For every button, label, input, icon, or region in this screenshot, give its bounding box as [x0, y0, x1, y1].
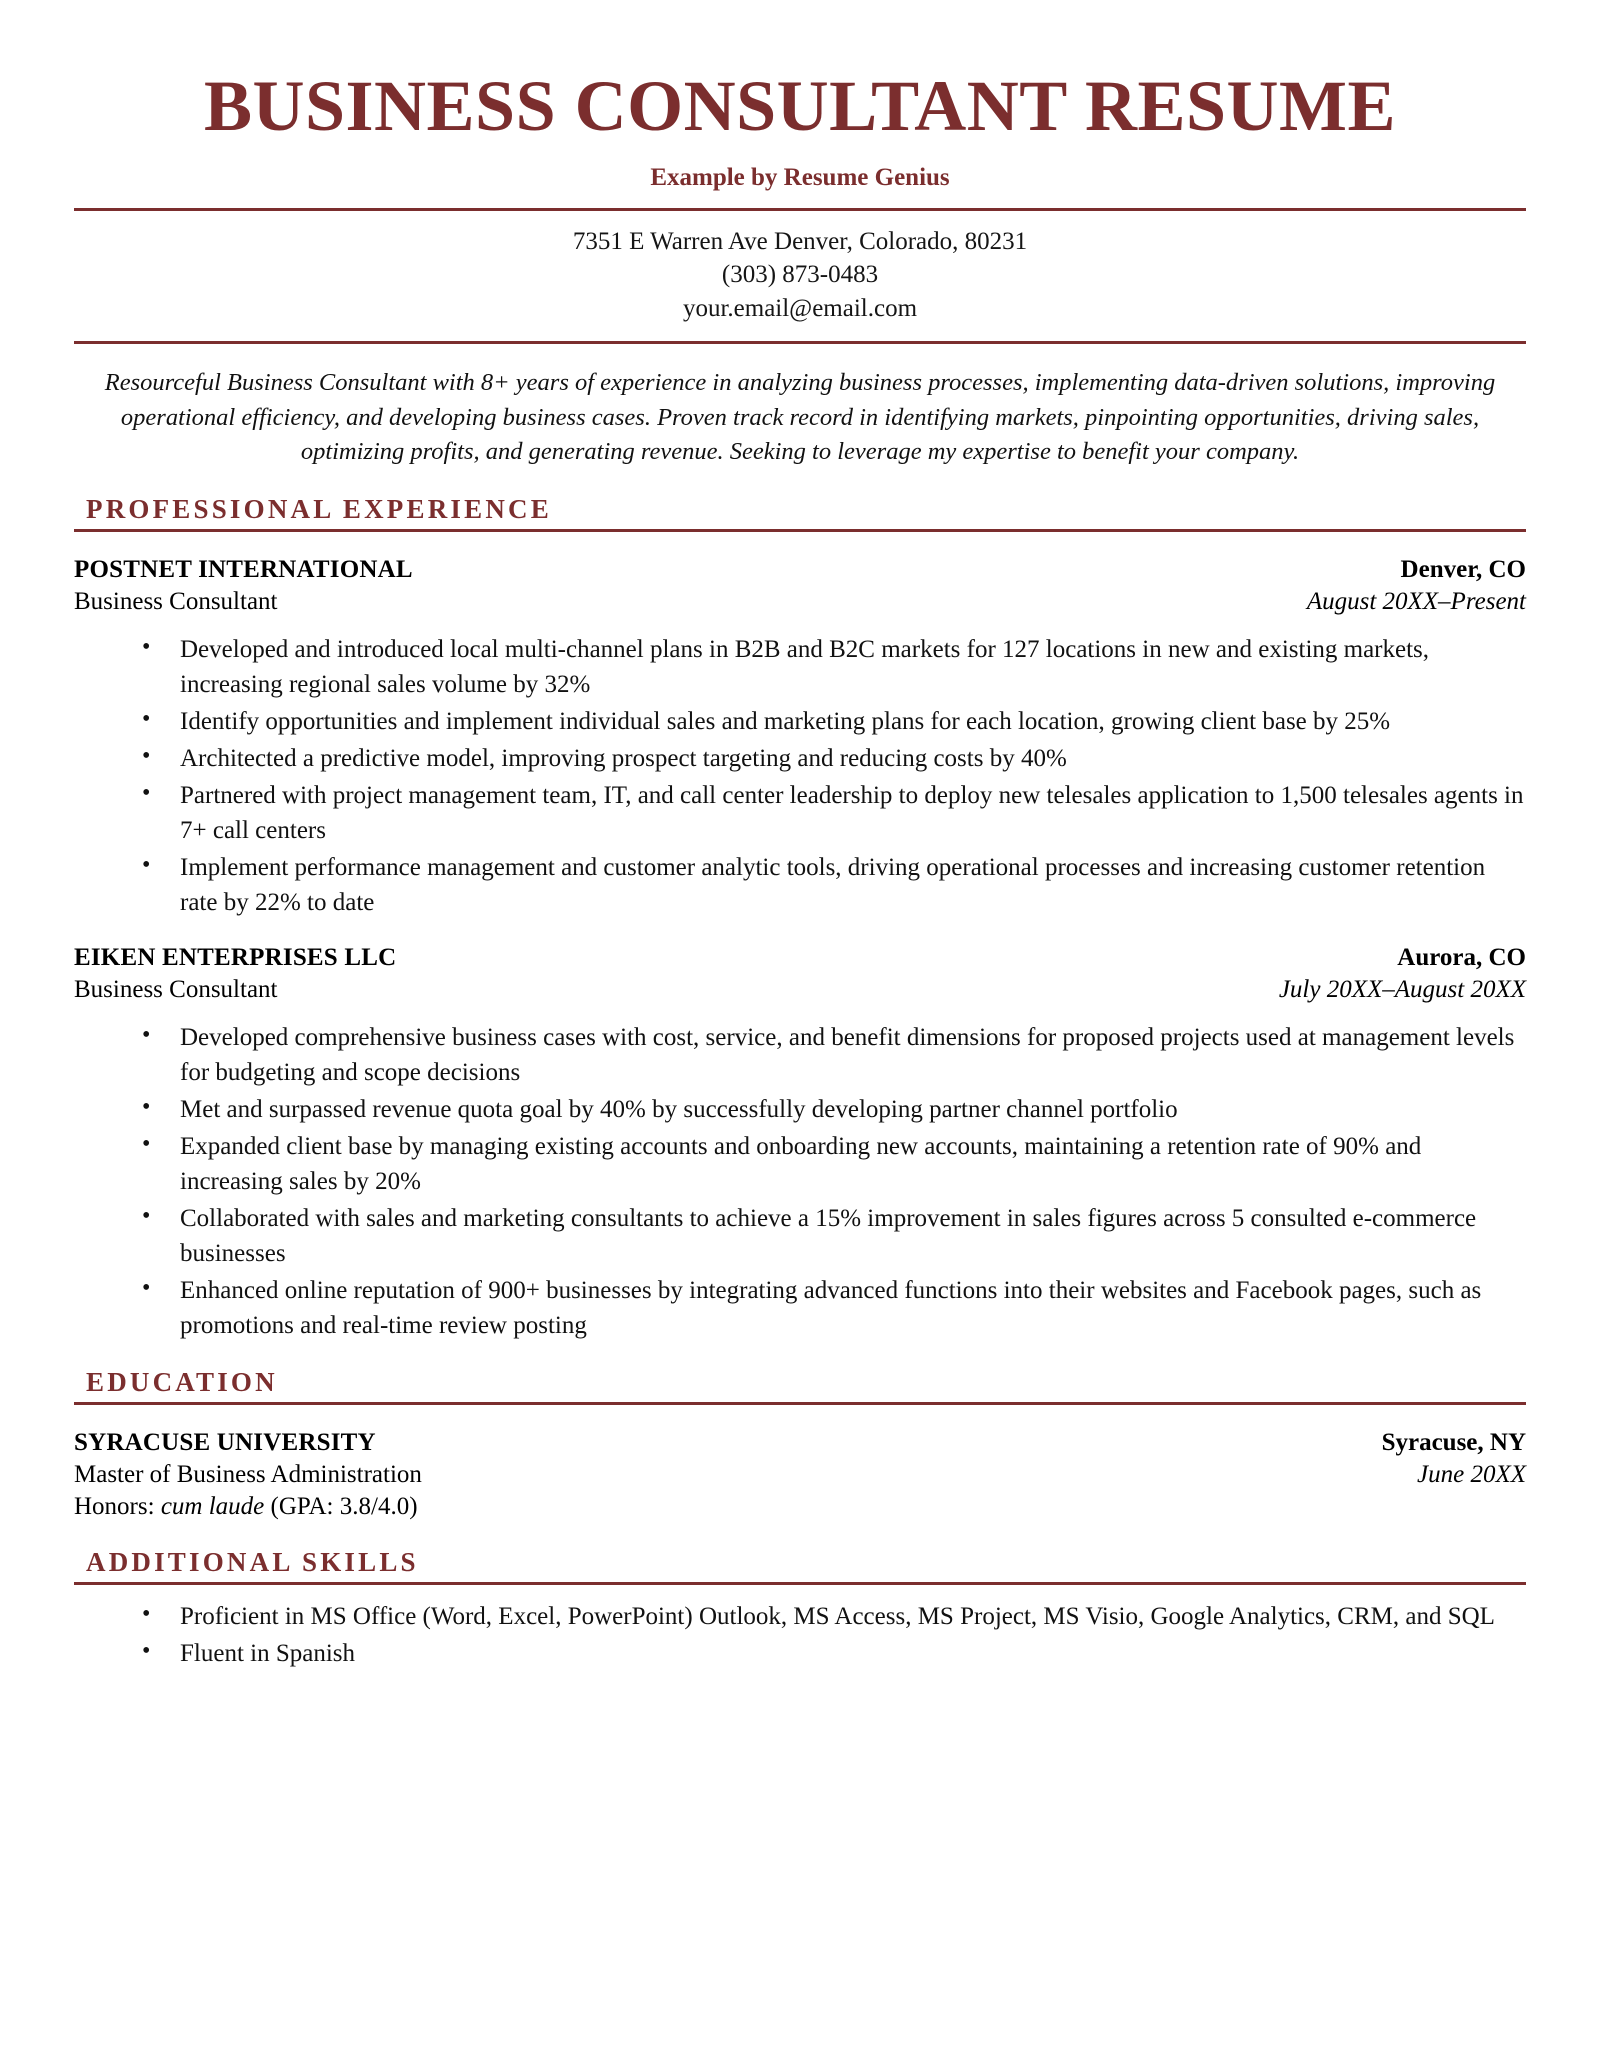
experience-entry — [74, 942, 1526, 1343]
contact-address: 7351 E Warren Ave Denver, Colorado, 80231 — [572, 228, 1028, 255]
list-item: • Partnered with project management team, IT, and call center leadership to deploy new telesales application to 1,500 telesales agents in 7+ call centers — [142, 778, 1526, 848]
experience-entry-header — [74, 942, 1526, 974]
list-item: • Fluent in Spanish — [142, 1636, 1526, 1671]
experience-entry — [74, 554, 1526, 920]
list-item: • Collaborated with sales and marketing consultants to achieve a 15% improvement in sales figures across 5 consulted e-commerce businesses — [142, 1201, 1526, 1271]
resume-subtitle: Example by Resume Genius — [650, 164, 950, 191]
graduation-date: June 20XX — [1417, 1461, 1526, 1489]
employer-name: EIKEN ENTERPRISES LLC — [74, 944, 397, 972]
list-item: • Expanded client base by managing existing accounts and onboarding new accounts, maintaining a retention rate of 90% and increasing sales by 20% — [142, 1129, 1526, 1199]
contact-email: your.email@email.com — [682, 294, 918, 322]
header-divider-bottom — [74, 341, 1526, 344]
section-professional-experience — [74, 494, 1526, 1343]
education-entry — [74, 1427, 1526, 1523]
school-location: Syracuse, NY — [1381, 1429, 1526, 1457]
education-entry-subheader — [74, 1459, 1526, 1491]
experience-bullet-list — [74, 1020, 1526, 1343]
experience-bullet-list — [74, 632, 1526, 920]
page-title: BUSINESS CONSULTANT RESUME — [203, 66, 1397, 146]
job-dates: August 20XX–Present — [1306, 588, 1526, 616]
honors-gpa: (GPA: 3.8/4.0) — [270, 1493, 418, 1521]
list-item: • Proficient in MS Office (Word, Excel, PowerPoint) Outlook, MS Access, MS Project, MS Visio, Google Analytics, CRM, and SQL — [142, 1599, 1526, 1634]
list-item: • Architected a predictive model, improving prospect targeting and reducing costs by 40% — [142, 741, 1526, 776]
school-name: SYRACUSE UNIVERSITY — [74, 1429, 376, 1457]
education-honors — [74, 1491, 1526, 1523]
section-heading-skills: ADDITIONAL SKILLS — [86, 1547, 419, 1578]
job-title: Business Consultant — [74, 588, 278, 616]
list-item: • Enhanced online reputation of 900+ businesses by integrating advanced functions into their websites and Facebook pages, such as promotions and real-time review posting — [142, 1273, 1526, 1343]
experience-entry-header — [74, 554, 1526, 586]
header-divider-top — [74, 208, 1526, 211]
experience-entry-subheader — [74, 586, 1526, 618]
employer-location: Aurora, CO — [1397, 944, 1526, 972]
list-item: • Implement performance management and customer analytic tools, driving operational processes and increasing customer retention rate by 22% to date — [142, 850, 1526, 920]
contact-block — [74, 225, 1526, 325]
professional-summary: Resourceful Business Consultant with 8+ years of experience in analyzing business processes, implementing data-driven solutions, improving operational efficiency, and developing business cases. Proven track record in identifying markets, pinpointing opportunities, driving sales, optimizing profits, and generating revenue. Seeking to leverage my expertise to benefit your company. — [104, 368, 1496, 466]
job-dates: July 20XX–August 20XX — [1278, 976, 1526, 1004]
section-heading-experience: PROFESSIONAL EXPERIENCE — [86, 494, 552, 525]
list-item: • Developed comprehensive business cases with cost, service, and benefit dimensions for proposed projects used at management levels for budgeting and scope decisions — [142, 1020, 1526, 1090]
degree-name: Master of Business Administration — [74, 1461, 422, 1489]
section-rule-skills — [74, 1582, 1526, 1585]
experience-entry-subheader — [74, 974, 1526, 1006]
list-item: • Met and surpassed revenue quota goal by 40% by successfully developing partner channel portfolio — [142, 1092, 1526, 1127]
section-rule-education — [74, 1402, 1526, 1405]
job-title: Business Consultant — [74, 976, 278, 1004]
honors-label: Honors: — [74, 1493, 155, 1521]
education-entry-header — [74, 1427, 1526, 1459]
contact-phone: (303) 873-0483 — [721, 261, 879, 289]
list-item: • Identify opportunities and implement individual sales and marketing plans for each location, growing client base by 25% — [142, 704, 1526, 739]
section-heading-education: EDUCATION — [86, 1367, 278, 1398]
resume-header — [74, 66, 1526, 344]
skills-bullet-list — [74, 1599, 1526, 1671]
honors-latin: cum laude — [160, 1493, 265, 1521]
employer-location: Denver, CO — [1400, 556, 1526, 584]
list-item: • Developed and introduced local multi-channel plans in B2B and B2C markets for 127 locations in new and existing markets, increasing regional sales volume by 32% — [142, 632, 1526, 702]
section-rule-experience — [74, 529, 1526, 532]
employer-name: POSTNET INTERNATIONAL — [74, 556, 413, 584]
section-additional-skills — [74, 1547, 1526, 1671]
section-education — [74, 1367, 1526, 1523]
